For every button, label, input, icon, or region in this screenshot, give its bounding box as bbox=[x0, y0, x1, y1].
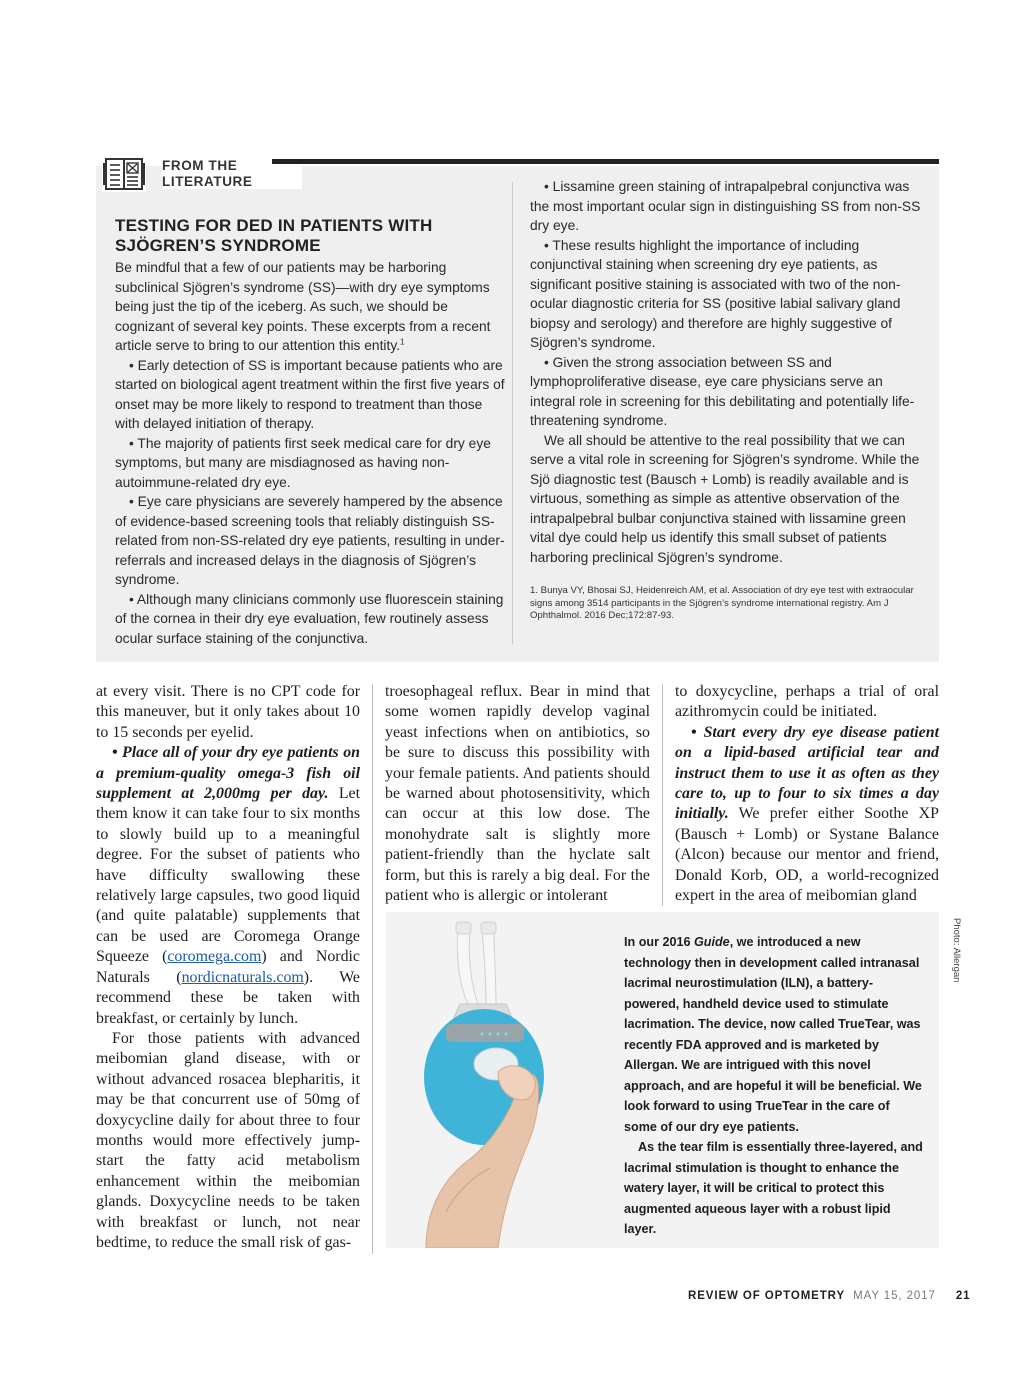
nordicnaturals-link[interactable]: nordicnaturals.com bbox=[181, 968, 304, 986]
photo-credit: Photo: Allergan bbox=[951, 918, 962, 983]
column-rule bbox=[372, 684, 373, 1254]
page-footer bbox=[688, 1290, 970, 1302]
paragraph: • Start every dry eye disease patient on a lipid-based artificial tear and instruct them to use it as often as they care to, up to four to six times a day initially. We prefer either Soothe XP (Bausch + Lomb) or Systane Balance (Alcon) because our mentor and friend, Donald Korb, OD, a world-recognized expert in the area of meibomian gland bbox=[675, 723, 939, 905]
publication-name: REVIEW OF OPTOMETRY bbox=[688, 1290, 846, 1302]
sidebar-bullet: • Although many clinicians commonly use fluorescein staining of the cornea in their dry eye evaluation, few routinely assess ocular surface staining of the conjunctiva. bbox=[115, 591, 504, 646]
truetear-photo bbox=[386, 912, 939, 1248]
sidebar-column-divider bbox=[512, 182, 513, 644]
header-rule bbox=[272, 159, 939, 164]
sidebar-bullet: • These results highlight the importance of including conjunctival staining when screening dry eye patients, as significant positive staining is associated with two of the non-ocular diagnostic criteria for SS (positive labial salivary gland biopsy and serology) and therefore are highly suggestive of Sjögren’s syndrome. bbox=[530, 237, 901, 350]
sidebar-left-column bbox=[115, 216, 507, 648]
issue-date: MAY 15, 2017 bbox=[853, 1290, 936, 1302]
body-column-3 bbox=[675, 682, 939, 906]
body-column-1 bbox=[96, 682, 360, 1253]
book-icon bbox=[102, 156, 146, 192]
sidebar-bullet: • Early detection of SS is important because patients who are started on biological agent treatment within the first five years of onset may be more likely to respond to treatment than those with delayed initiation of therapy. bbox=[115, 357, 505, 431]
sidebar-bullet: • Eye care physicians are severely hampered by the absence of evidence-based screening tools that reliably distinguish SS-related from non-SS-related dry eye patients, resulting in under-referrals and increased delays in the diagnosis of Sjögren’s syndrome. bbox=[115, 494, 505, 587]
caption-paragraph: As the tear film is essentially three-layered, and lacrimal stimulation is thought to enhance the watery layer, it will be critical to protect this augmented aqueous layer with a robust lipid layer. bbox=[624, 1140, 923, 1236]
paragraph: troesophageal reflux. Bear in mind that some women rapidly develop vaginal yeast infections when on antibiotics, so be sure to discuss this possibility with your female patients. And patients should be warned about photosensitivity, which can occur at this low dose. The monohydrate salt is slightly more patient-friendly than the hyclate salt form, but this is rarely a big deal. For the patient who is allergic or intolerant bbox=[385, 683, 650, 905]
body-column-2 bbox=[385, 682, 650, 906]
sidebar-closing: We all should be attentive to the real possibility that we can serve a vital role in screening for Sjögren’s syndrome. While the Sjö diagnostic test (Bausch + Lomb) is readily available and is virtuous, something as simple as attentive observation of the intrapalpebral bulbar conjunctiva stained with lissamine green vital dye could help us identify this small subset of patients harboring preclinical Sjögren’s syndrome. bbox=[530, 432, 920, 565]
sidebar-reference: 1. Bunya VY, Bhosai SJ, Heidenreich AM, et al. Association of dry eye test with extraocular signs among 3514 participants in the Sjögren’s syndrome international registry. Am J Ophthalmol. 2016 Dec;172:87-93. bbox=[530, 585, 914, 621]
page-number: 21 bbox=[955, 1290, 971, 1302]
sidebar-bullet: • Given the strong association between SS and lymphoproliferative disease, eye care physicians serve an integral role in screening for this debilitating and potentially life-threatening syndrome. bbox=[530, 354, 915, 428]
photo-caption bbox=[624, 932, 924, 1240]
column-rule bbox=[662, 684, 663, 906]
sidebar-bullet: • Lissamine green staining of intrapalpebral conjunctiva was the most important ocular sign in distinguishing SS from non-SS dry eye. bbox=[530, 179, 921, 233]
paragraph: For those patients with advanced meibomian gland disease, with or without advanced rosacea blepharitis, it may be that concurrent use of 50mg of doxycycline daily for about three to four months would more effectively jump-start the fatty acid metabolism enhancement within the meibomian glands. Doxycycline needs to be taken with breakfast or lunch, not near bedtime, to reduce the small risk of gas- bbox=[96, 1029, 360, 1251]
paragraph: • Place all of your dry eye patients on a premium-quality omega-3 fish oil supplement at 2,000mg per day. Let them know it can take four to six months to slowly build up to a meaningful degree. For the subset of patients who have difficulty swallowing these relatively large capsules, two good liquid (and quite palatable) supplements that can be used are Coromega Orange Squeeze (coromega.com) and Nordic Naturals (nordicnaturals.com). We recommend these be taken with breakfast, or certainly by lunch. bbox=[96, 744, 360, 1027]
section-label: FROM THE LITERATURE bbox=[162, 158, 302, 189]
sidebar-title: TESTING FOR DED IN PATIENTS WITH SJÖGREN’S SYNDROME bbox=[115, 216, 433, 255]
coromega-link[interactable]: coromega.com bbox=[167, 948, 262, 966]
caption-paragraph: In our 2016 Guide, we introduced a new technology then in development called intranasal lacrimal neurostimulation (ILN), a battery-powered, handheld device used to stimulate lacrimation. The device, now called TrueTear, was recently FDA approved and is marketed by Allergan. We are intrigued with this novel approach, and are hopeful it will be beneficial. We look forward to using TrueTear in the care of some of our dry eye patients. bbox=[624, 935, 922, 1134]
sidebar-intro: Be mindful that a few of our patients may be harboring subclinical Sjögren’s syndrome (SS)—with dry eye symptoms being just the tip of the iceberg. As such, we should be cognizant of several key points. These excerpts from a recent article serve to bring to our attention this entity.$^1$ bbox=[115, 260, 491, 353]
bullet-lead: • Start every dry eye disease patient on a lipid-based artificial tear and instruct them to use it as often as they care to, up to four to six times a day initially. bbox=[675, 723, 939, 823]
sidebar-right-column bbox=[530, 177, 922, 623]
paragraph: at every visit. There is no CPT code for this maneuver, but it only takes about 10 to 15 seconds per eyelid. bbox=[96, 683, 360, 741]
footnote-marker: 1 bbox=[400, 337, 405, 347]
sidebar-bullet: • The majority of patients first seek medical care for dry eye symptoms, but many are misdiagnosed as having non-autoimmune-related dry eye. bbox=[115, 435, 491, 490]
bullet-lead: • Place all of your dry eye patients on a premium-quality omega-3 fish oil supplement at 2,000mg per day. bbox=[96, 744, 360, 803]
paragraph: to doxycycline, perhaps a trial of oral azithromycin could be initiated. bbox=[675, 683, 939, 721]
